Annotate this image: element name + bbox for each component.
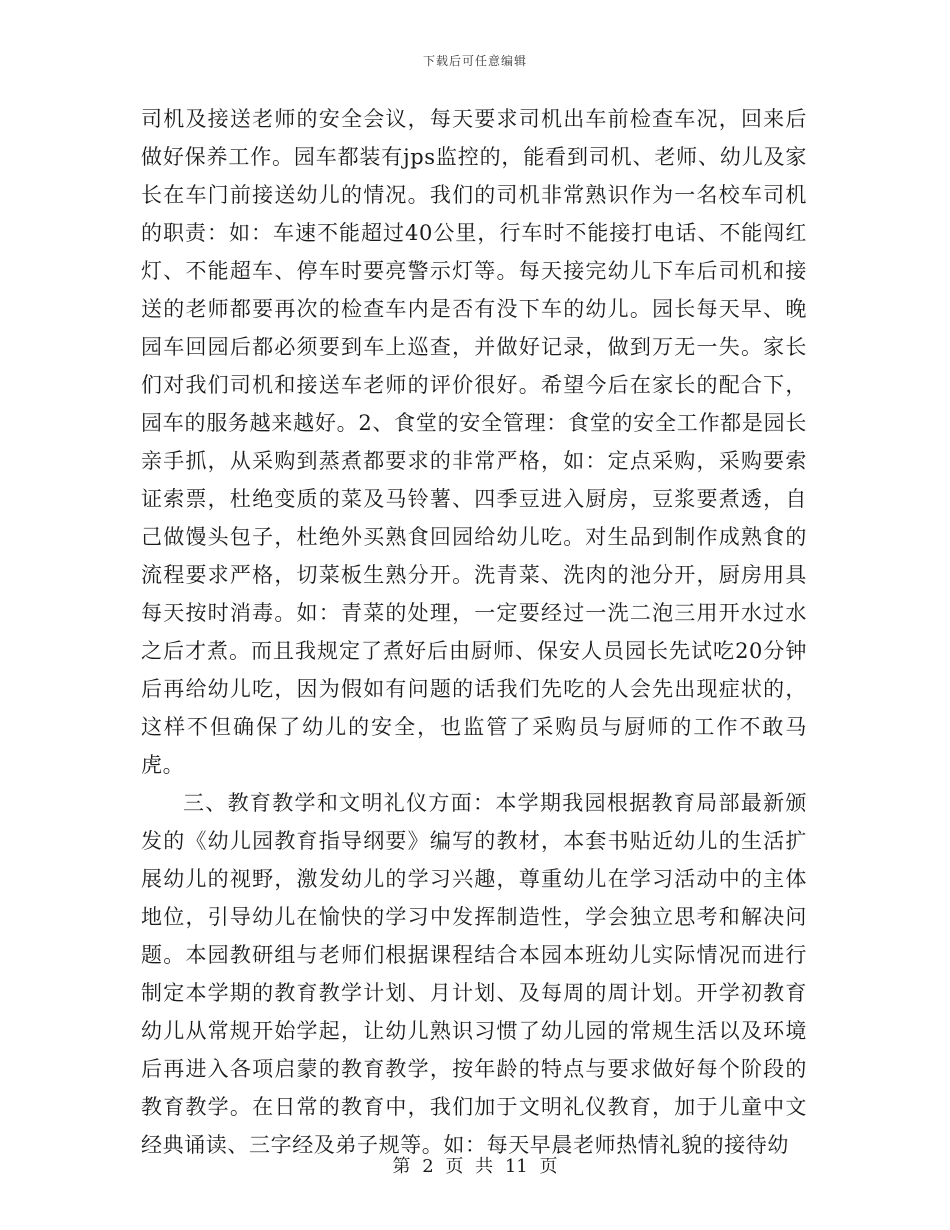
page-number: 第 2 页 共 11 页 [392, 1156, 558, 1177]
body-paragraph-2: 三、教育教学和文明礼仪方面：本学期我园根据教育局部最新颁发的《幼儿园教育指导纲要》编写的教材，本套书贴近幼儿的生活扩展幼儿的视野，激发幼儿的学习兴趣，尊重幼儿在学习活动中的主体地位，引导幼儿在愉快的学习中发挥制造性，学会独立思考和解决问题。本园教研组与老师们根据课程结合本园本班幼儿实际情况而进行制定本学期的教育教学计划、月计划、及每周的周计划。开学初教育幼儿从常规开始学起，让幼儿熟识习惯了幼儿园的常规生活以及环境后再进入各项启蒙的教育教学，按年龄的特点与要求做好每个阶段的教育教学。在日常的教育中，我们加于文明礼仪教育，加于儿童中文经典诵读、三字经及弟子规等。如：每天早晨老师热情礼貌的接待幼 [141, 791, 807, 1157]
body-paragraph-1: 司机及接送老师的安全会议，每天要求司机出车前检查车况，回来后做好保养工作。园车都装有jps监控的，能看到司机、老师、幼儿及家长在车门前接送幼儿的情况。我们的司机非常熟识作为一名校车司机的职责：如：车速不能超过40公里，行车时不能接打电话、不能闯红灯、不能超车、停车时要亮警示灯等。每天接完幼儿下车后司机和接送的老师都要再次的检查车内是否有没下车的幼儿。园长每天早、晚园车回园后都必须要到车上巡查，并做好记录，做到万无一失。家长们对我们司机和接送车老师的评价很好。希望今后在家长的配合下，园车的服务越来越好。2、食堂的安全管理：食堂的安全工作都是园长亲手抓，从采购到蒸煮都要求的非常严格，如：定点采购，采购要索证索票，杜绝变质的菜及马铃薯、四季豆进入厨房，豆浆要煮透，自己做馒头包子，杜绝外买熟食回园给幼儿吃。对生品到制作成熟食的流程要求严格，切菜板生熟分开。洗青菜、洗肉的池分开，厨房用具每天按时消毒。如：青菜的处理，一定要经过一洗二泡三用开水过水之后才煮。而且我规定了煮好后由厨师、保安人员园长先试吃20分钟后再给幼儿吃，因为假如有问题的话我们先吃的人会先出现症状的，这样不但确保了幼儿的安全，也监管了采购员与厨师的工作不敢马虎。 [141, 107, 807, 777]
document-body [141, 100, 807, 1164]
page-header: 下载后可任意编辑 [422, 54, 527, 68]
